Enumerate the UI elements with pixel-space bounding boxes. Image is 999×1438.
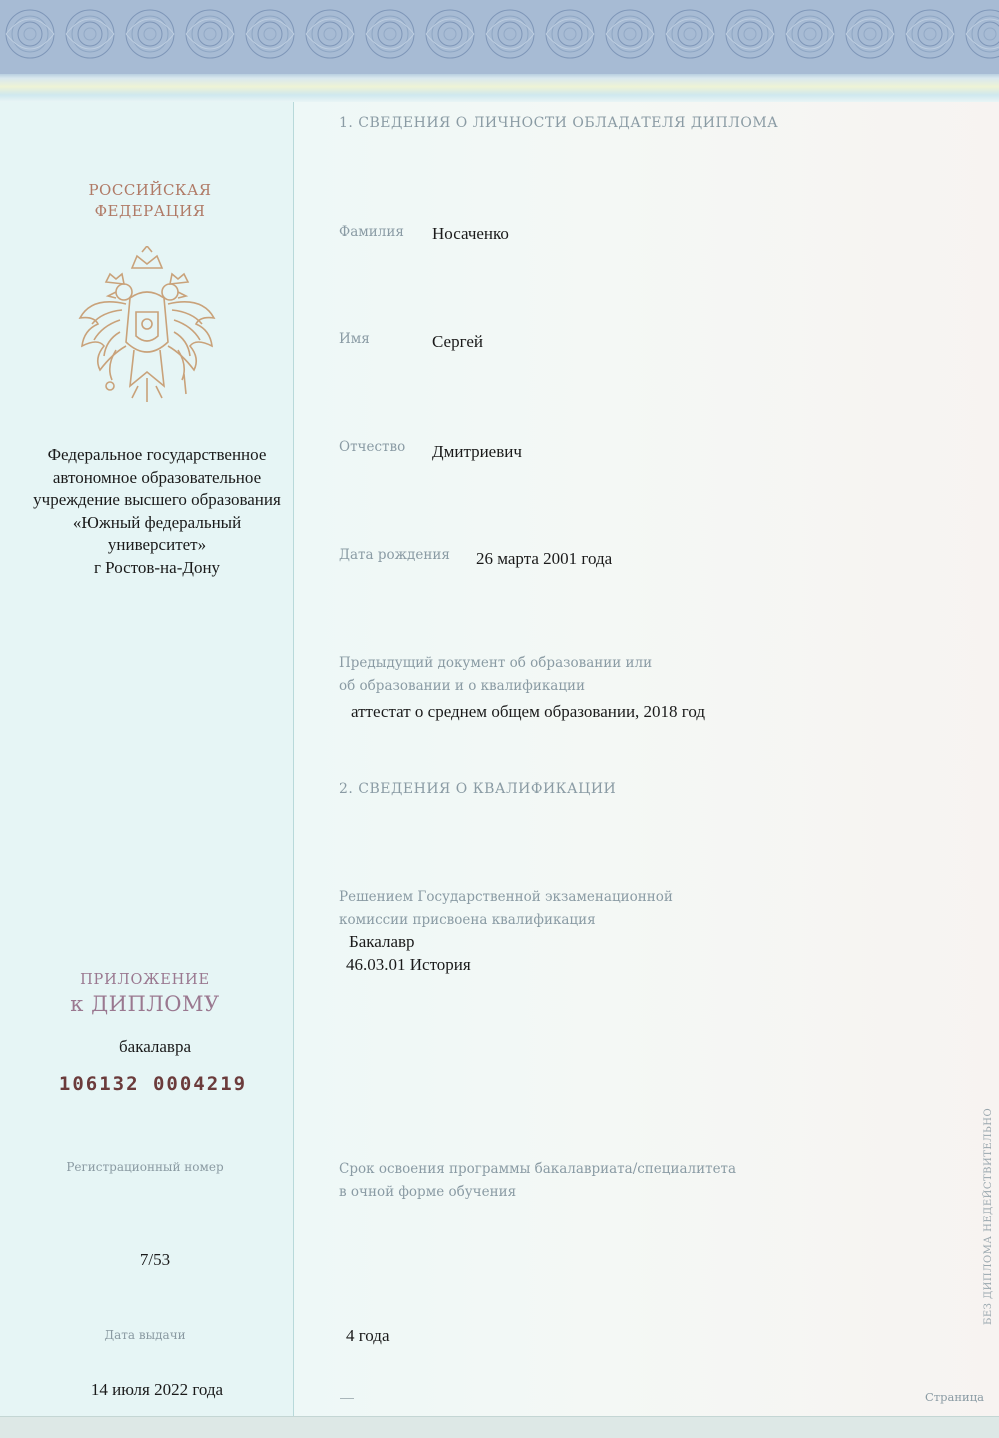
institution-line: учреждение высшего образования bbox=[33, 490, 281, 509]
degree-level: бакалавра bbox=[119, 1037, 191, 1056]
country-line-2: ФЕДЕРАЦИЯ bbox=[94, 202, 206, 220]
birth-date-value: 26 марта 2001 года bbox=[476, 549, 613, 568]
section-2-title: 2. СВЕДЕНИЯ О КВАЛИФИКАЦИИ bbox=[339, 781, 617, 797]
institution-line: г Ростов-на-Дону bbox=[93, 557, 221, 577]
decision-label-line-2: комиссии присвоена квалификация bbox=[339, 912, 596, 928]
serial-number: 106132 0004219 bbox=[58, 1073, 248, 1095]
decision-label-line-1: Решением Государственной экзаменационной bbox=[339, 889, 673, 905]
institution-line: «Южный федеральный bbox=[72, 512, 242, 532]
supplement-title bbox=[50, 972, 240, 1016]
patronymic-value: Дмитриевич bbox=[432, 442, 522, 461]
previous-document-label-line-2: об образовании и о квалификации bbox=[339, 678, 586, 694]
security-pattern-band bbox=[0, 0, 999, 74]
duration-label-line-1: Срок освоения программы бакалавриата/специалитета bbox=[339, 1161, 737, 1177]
registration-number-value: 7/53 bbox=[139, 1250, 171, 1269]
registration-number-label: Регистрационный номер bbox=[66, 1160, 224, 1174]
previous-document-label-line-1: Предыдущий документ об образовании или bbox=[339, 655, 653, 671]
section-1-title: 1. СВЕДЕНИЯ О ЛИЧНОСТИ ОБЛАДАТЕЛЯ ДИПЛОМА bbox=[339, 115, 779, 131]
institution-name bbox=[12, 444, 302, 579]
issue-date-label: Дата выдачи bbox=[104, 1328, 186, 1342]
coat-of-arms-icon bbox=[72, 246, 222, 410]
bottom-edge bbox=[0, 1416, 999, 1438]
name-value: Сергей bbox=[432, 332, 483, 351]
qualification-value: Бакалавр bbox=[349, 932, 415, 951]
issue-date-value: 14 июля 2022 года bbox=[90, 1380, 224, 1399]
institution-line: автономное образовательное bbox=[52, 467, 262, 487]
previous-document-value: аттестат о среднем общем образовании, 2018 год bbox=[351, 702, 706, 721]
country-line-1: РОССИЙСКАЯ bbox=[88, 181, 212, 199]
divider-dash bbox=[340, 1398, 354, 1399]
institution-line: университет» bbox=[107, 535, 207, 554]
program-value: 46.03.01 История bbox=[346, 955, 471, 974]
birth-date-label: Дата рождения bbox=[339, 547, 450, 563]
page-label: Страница bbox=[925, 1390, 984, 1404]
surname-label: Фамилия bbox=[339, 224, 404, 240]
supplement-line-2: к ДИПЛОМУ bbox=[70, 992, 220, 1016]
name-label: Имя bbox=[339, 331, 370, 347]
patronymic-label: Отчество bbox=[339, 439, 406, 455]
surname-value: Носаченко bbox=[432, 224, 509, 243]
validity-note: БЕЗ ДИПЛОМА НЕДЕЙСТВИТЕЛЬНО bbox=[983, 1107, 994, 1325]
country-name bbox=[60, 180, 240, 222]
gradient-band bbox=[0, 74, 999, 102]
duration-value: 4 года bbox=[346, 1326, 390, 1345]
duration-label-line-2: в очной форме обучения bbox=[339, 1184, 517, 1200]
supplement-line-1: ПРИЛОЖЕНИЕ bbox=[80, 972, 210, 988]
institution-line: Федеральное государственное bbox=[47, 445, 267, 464]
column-divider bbox=[293, 102, 294, 1416]
